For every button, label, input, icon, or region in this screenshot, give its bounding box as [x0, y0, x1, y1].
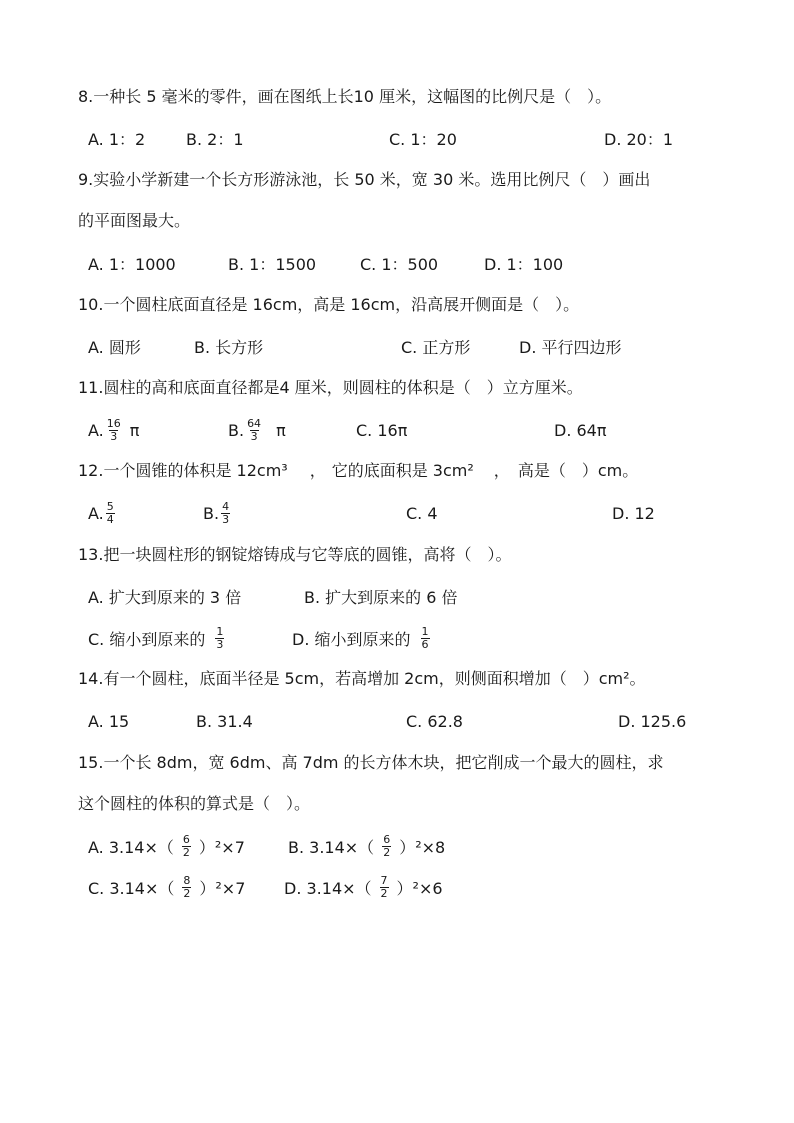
- q15-option-b-fraction: [382, 834, 391, 859]
- q15-option-d-prefix: D. 3.14×（: [284, 878, 372, 898]
- fraction-denominator: 2: [182, 845, 190, 859]
- fraction-denominator: 2: [380, 886, 388, 900]
- question-9-stem-line1: 9.实验小学新建一个长方形游泳池，长 50 米，宽 30 米。选用比例尺（ ）画出: [78, 170, 651, 189]
- q15-option-b-suffix: ）²×8: [399, 837, 446, 857]
- q10-option-a[interactable]: A. 圆形: [88, 337, 141, 357]
- fraction-denominator: 4: [106, 512, 114, 526]
- fraction-numerator: 6: [182, 832, 190, 846]
- fraction-denominator: 3: [222, 512, 230, 526]
- q12-option-a-prefix: A.: [88, 503, 104, 523]
- q12-stem-height: 高是（ ）cm。: [517, 461, 639, 480]
- q14-option-d[interactable]: D. 125.6: [618, 711, 687, 731]
- fraction-denominator: 2: [383, 845, 391, 859]
- q11-option-a-prefix: A.: [88, 420, 104, 440]
- q13-option-b[interactable]: B. 扩大到原来的 6 倍: [304, 587, 458, 607]
- q11-option-b-prefix: B.: [228, 420, 245, 440]
- fraction-denominator: 3: [110, 429, 118, 443]
- question-10-stem: 10.一个圆柱底面直径是 16cm，高是 16cm，沿高展开侧面是（ ）。: [78, 295, 580, 314]
- q12-stem-base: 它的底面积是 3cm²: [331, 461, 474, 480]
- q11-option-a[interactable]: [88, 417, 139, 443]
- q13-option-c-fraction: [215, 626, 224, 651]
- q13-option-c[interactable]: [88, 625, 226, 651]
- q15-option-d-suffix: ）²×6: [396, 878, 443, 898]
- q15-option-c-fraction: [182, 875, 191, 900]
- q12-option-b-prefix: B.: [203, 503, 220, 523]
- q9-option-c[interactable]: C. 1：500: [360, 254, 439, 274]
- q10-option-c[interactable]: C. 正方形: [401, 337, 471, 357]
- q9-option-b[interactable]: B. 1：1500: [228, 254, 317, 274]
- q15-option-d-fraction: [380, 875, 389, 900]
- fraction-denominator: 6: [421, 637, 429, 651]
- q15-option-a-fraction: [182, 834, 191, 859]
- q10-option-d[interactable]: D. 平行四边形: [519, 337, 622, 357]
- q12-option-b[interactable]: [203, 500, 232, 526]
- fraction-numerator: 1: [421, 624, 429, 638]
- q11-option-a-suffix: π: [129, 420, 140, 440]
- q13-option-d-prefix: D. 缩小到原来的: [292, 629, 411, 649]
- q13-option-d[interactable]: [292, 625, 432, 651]
- q12-option-b-fraction: [221, 501, 230, 526]
- q8-option-d[interactable]: D. 20：1: [604, 129, 674, 149]
- q15-option-c-prefix: C. 3.14×（: [88, 878, 175, 898]
- fraction-numerator: 8: [183, 873, 191, 887]
- fraction-denominator: 3: [250, 429, 258, 443]
- q11-option-d[interactable]: D. 64π: [554, 420, 607, 440]
- q12-option-d[interactable]: D. 12: [612, 503, 655, 523]
- fraction-numerator: 1: [216, 624, 224, 638]
- q9-option-a[interactable]: A. 1：1000: [88, 254, 176, 274]
- q11-option-b[interactable]: [228, 417, 286, 443]
- q15-option-d[interactable]: [284, 874, 443, 900]
- q14-option-c[interactable]: C. 62.8: [406, 711, 463, 731]
- q15-option-b-prefix: B. 3.14×（: [288, 837, 375, 857]
- q13-option-d-fraction: [421, 626, 430, 651]
- q12-stem-volume: 12.一个圆锥的体积是 12cm³: [78, 461, 288, 480]
- fraction-numerator: 5: [106, 499, 114, 513]
- fraction-numerator: 7: [380, 873, 388, 887]
- q14-option-a[interactable]: A. 15: [88, 711, 130, 731]
- question-12-stem: [78, 458, 638, 484]
- question-11-stem: 11.圆柱的高和底面直径都是4 厘米，则圆柱的体积是（ ）立方厘米。: [78, 378, 583, 397]
- fraction-numerator: 6: [383, 832, 391, 846]
- q11-option-b-fraction: [246, 418, 262, 443]
- q15-option-b[interactable]: [288, 833, 445, 859]
- fraction-denominator: 2: [183, 886, 191, 900]
- fraction-numerator: 16: [106, 416, 121, 430]
- q9-option-d[interactable]: D. 1：100: [484, 254, 564, 274]
- q8-option-b[interactable]: B. 2：1: [186, 129, 244, 149]
- q11-option-a-fraction: [106, 418, 122, 443]
- q11-option-b-suffix: π: [276, 420, 286, 440]
- q12-option-c[interactable]: C. 4: [406, 503, 438, 523]
- q11-option-c[interactable]: C. 16π: [356, 420, 408, 440]
- fraction-denominator: 3: [216, 637, 224, 651]
- q12-option-a[interactable]: [88, 500, 117, 526]
- q15-option-c-suffix: ）²×7: [199, 878, 246, 898]
- q12-stem-comma: ，: [309, 461, 326, 480]
- q8-option-c[interactable]: C. 1：20: [389, 129, 457, 149]
- q15-option-a-prefix: A. 3.14×（: [88, 837, 174, 857]
- fraction-numerator: 64: [247, 416, 262, 430]
- q15-option-a-suffix: ）²×7: [198, 837, 245, 857]
- q12-option-a-fraction: [106, 501, 115, 526]
- q13-option-c-prefix: C. 缩小到原来的: [88, 629, 206, 649]
- question-15-stem-line1: 15.一个长 8dm，宽 6dm、高 7dm 的长方体木块，把它削成一个最大的圆柱，求: [78, 753, 664, 772]
- q15-option-a[interactable]: [88, 833, 245, 859]
- fraction-numerator: 4: [222, 499, 230, 513]
- question-15-stem-line2: 这个圆柱的体积的算式是（ ）。: [78, 794, 311, 813]
- question-9-stem-line2: 的平面图最大。: [78, 211, 191, 230]
- question-14-stem: 14.有一个圆柱，底面半径是 5cm，若高增加 2cm，则侧面积增加（ ）cm²。: [78, 669, 646, 688]
- q13-option-a[interactable]: A. 扩大到原来的 3 倍: [88, 587, 242, 607]
- q14-option-b[interactable]: B. 31.4: [196, 711, 253, 731]
- q12-stem-comma2: ，: [493, 461, 510, 480]
- q8-option-a[interactable]: A. 1：2: [88, 129, 146, 149]
- q10-option-b[interactable]: B. 长方形: [194, 337, 264, 357]
- question-8-stem: 8.一种长 5 毫米的零件，画在图纸上长10 厘米，这幅图的比例尺是（ ）。: [78, 87, 612, 106]
- q15-option-c[interactable]: [88, 874, 245, 900]
- question-13-stem: 13.把一块圆柱形的钢锭熔铸成与它等底的圆锥，高将（ ）。: [78, 545, 512, 564]
